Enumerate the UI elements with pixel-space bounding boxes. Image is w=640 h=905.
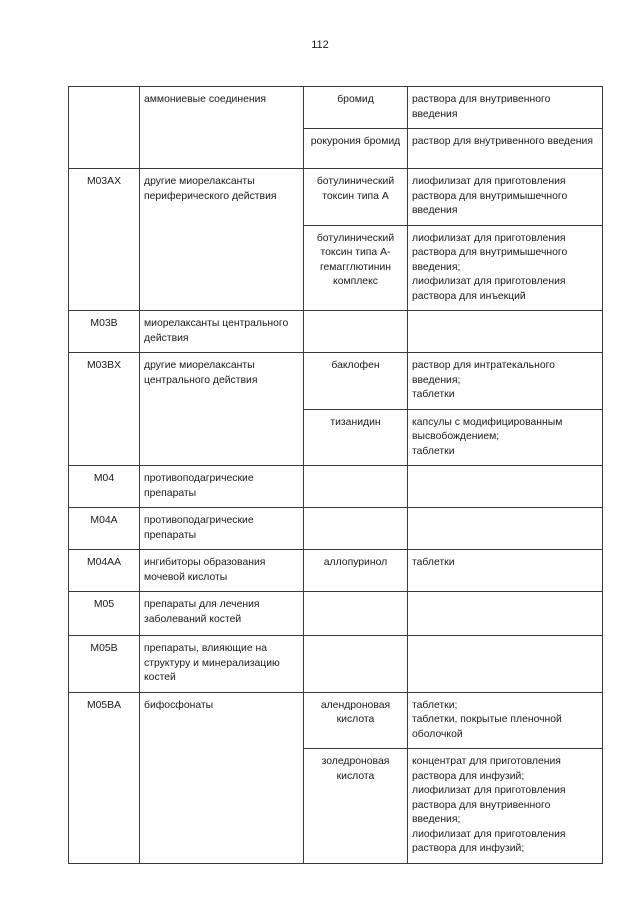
dosage-form-cell: лиофилизат для приготовления раствора для внутримышечного введения; лиофилизат для приготовления раствора для инъекций bbox=[408, 225, 603, 311]
drug-name-cell: ботулинический токсин типа А bbox=[304, 169, 408, 226]
drug-name-cell: алендроновая кислота bbox=[304, 692, 408, 749]
table-row bbox=[69, 592, 603, 636]
dosage-form-cell: концентрат для приготовления раствора для инфузий; лиофилизат для приготовления раствора для внутривенного введения; лиофилизат для приготовления раствора для инфузий; bbox=[408, 749, 603, 864]
dosage-form-cell bbox=[408, 508, 603, 550]
drug-name-cell bbox=[304, 466, 408, 508]
pharmacological-group-cell: препараты, влияющие на структуру и минерализацию костей bbox=[140, 636, 304, 693]
pharmacological-group-cell: препараты для лечения заболеваний костей bbox=[140, 592, 304, 636]
table-row bbox=[69, 169, 603, 226]
table-row bbox=[69, 508, 603, 550]
drug-name-cell bbox=[304, 311, 408, 353]
atc-code-cell: M03BX bbox=[69, 353, 140, 466]
atc-code-cell: M04AA bbox=[69, 550, 140, 592]
dosage-form-cell: раствор для интратекального введения; таблетки bbox=[408, 353, 603, 410]
pharmacological-group-cell: другие миорелаксанты периферического действия bbox=[140, 169, 304, 311]
pharmacological-group-cell: противоподагрические препараты bbox=[140, 508, 304, 550]
dosage-form-cell bbox=[408, 311, 603, 353]
dosage-form-cell bbox=[408, 466, 603, 508]
drug-name-cell bbox=[304, 508, 408, 550]
dosage-form-cell: лиофилизат для приготовления раствора для внутримышечного введения bbox=[408, 169, 603, 226]
dosage-form-cell: таблетки; таблетки, покрытые пленочной оболочкой bbox=[408, 692, 603, 749]
table-row bbox=[69, 87, 603, 129]
table-row bbox=[69, 550, 603, 592]
table-row bbox=[69, 311, 603, 353]
pharmacological-group-cell: миорелаксанты центрального действия bbox=[140, 311, 304, 353]
table-row bbox=[69, 692, 603, 749]
drug-name-cell bbox=[304, 592, 408, 636]
drug-name-cell: аллопуринол bbox=[304, 550, 408, 592]
pharmacological-group-cell: аммониевые соединения bbox=[140, 87, 304, 169]
atc-code-cell: M04A bbox=[69, 508, 140, 550]
drug-name-cell: ботулинический токсин типа А-гемагглютинин комплекс bbox=[304, 225, 408, 311]
drug-name-cell: тизанидин bbox=[304, 409, 408, 466]
atc-code-cell bbox=[69, 87, 140, 169]
drug-name-cell: рокурония бромид bbox=[304, 129, 408, 169]
pharmacological-group-cell: другие миорелаксанты центрального действия bbox=[140, 353, 304, 466]
atc-code-cell: M05BA bbox=[69, 692, 140, 863]
table-row bbox=[69, 353, 603, 410]
drug-name-cell bbox=[304, 636, 408, 693]
atc-code-cell: M03B bbox=[69, 311, 140, 353]
drug-table bbox=[68, 86, 603, 864]
dosage-form-cell: раствор для внутривенного введения bbox=[408, 129, 603, 169]
pharmacological-group-cell: противоподагрические препараты bbox=[140, 466, 304, 508]
dosage-form-cell: раствора для внутривенного введения bbox=[408, 87, 603, 129]
table-row bbox=[69, 636, 603, 693]
drug-name-cell: бромид bbox=[304, 87, 408, 129]
table-body bbox=[69, 87, 603, 864]
drug-name-cell: баклофен bbox=[304, 353, 408, 410]
dosage-form-cell: капсулы с модифицированным высвобождением; таблетки bbox=[408, 409, 603, 466]
pharmacological-group-cell: бифосфонаты bbox=[140, 692, 304, 863]
drug-name-cell: золедроновая кислота bbox=[304, 749, 408, 864]
page-number: 112 bbox=[311, 39, 329, 51]
table-row bbox=[69, 466, 603, 508]
atc-code-cell: M03AX bbox=[69, 169, 140, 311]
pharmacological-group-cell: ингибиторы образования мочевой кислоты bbox=[140, 550, 304, 592]
atc-code-cell: M04 bbox=[69, 466, 140, 508]
dosage-form-cell bbox=[408, 592, 603, 636]
dosage-form-cell bbox=[408, 636, 603, 693]
atc-code-cell: M05 bbox=[69, 592, 140, 636]
dosage-form-cell: таблетки bbox=[408, 550, 603, 592]
atc-code-cell: M05B bbox=[69, 636, 140, 693]
